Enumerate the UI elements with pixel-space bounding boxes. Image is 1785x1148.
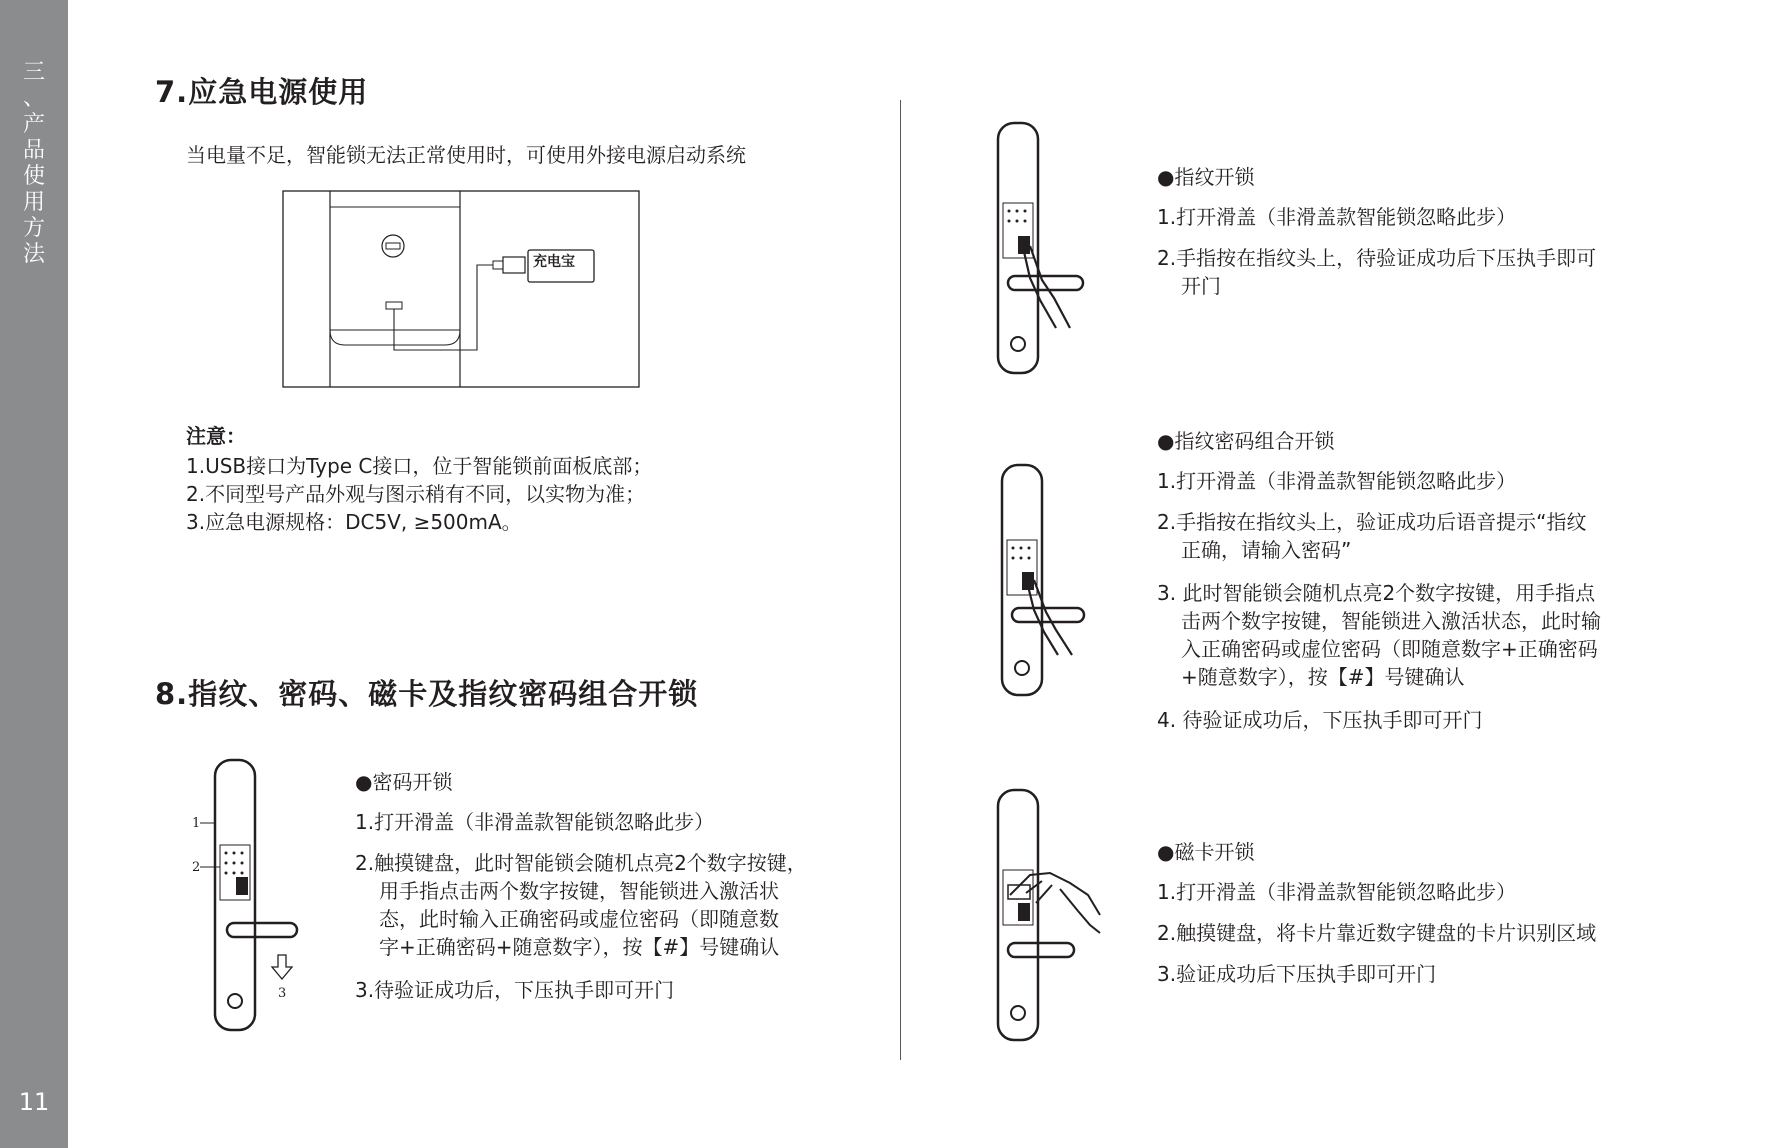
sidebar (0, 0, 68, 1148)
card-step: 3.验证成功后下压执手即可开门 (1157, 962, 1437, 986)
callout-3: 3 (278, 986, 287, 1001)
callout-2: 2 (192, 860, 201, 875)
password-step: 1.打开滑盖（非滑盖款智能锁忽略此步） (355, 810, 715, 834)
callout-labels (192, 755, 312, 1035)
card-step: 1.打开滑盖（非滑盖款智能锁忽略此步） (1157, 880, 1517, 904)
password-step: 字+正确密码+随意数字），按【#】号键确认 (379, 935, 780, 959)
note-title: 注意： (186, 424, 246, 448)
section7-title: 7.应急电源使用 (155, 75, 369, 109)
combo-step: 1.打开滑盖（非滑盖款智能锁忽略此步） (1157, 469, 1517, 493)
password-step: 2.触摸键盘，此时智能锁会随机点亮2个数字按键， (355, 851, 807, 875)
password-heading: ●密码开锁 (355, 770, 453, 794)
password-step: 3.待验证成功后，下压执手即可开门 (355, 978, 675, 1002)
chapter-char: 方 (22, 216, 45, 241)
chapter-char: 法 (22, 242, 45, 267)
note-item: 3.应急电源规格：DC5V, ≥500mA。 (186, 510, 522, 534)
password-step: 用手指点击两个数字按键，智能锁进入激活状 (379, 879, 779, 903)
combo-heading: ●指纹密码组合开锁 (1157, 429, 1335, 453)
combo-step: 2.手指按在指纹头上，验证成功后语音提示“指纹 (1157, 510, 1587, 534)
fingerprint-step: 开门 (1181, 274, 1221, 298)
page-number: 11 (18, 1088, 50, 1116)
note-item: 1.USB接口为Type C接口，位于智能锁前面板底部； (186, 454, 653, 478)
combo-step: 击两个数字按键，智能锁进入激活状态，此时输 (1181, 609, 1601, 633)
password-step: 态，此时输入正确密码或虚位密码（即随意数 (379, 907, 779, 931)
chapter-char: 产 (22, 112, 45, 137)
fingerprint-heading: ●指纹开锁 (1157, 165, 1255, 189)
card-heading: ●磁卡开锁 (1157, 840, 1255, 864)
note-item: 2.不同型号产品外观与图示稍有不同，以实物为准； (186, 482, 646, 506)
chapter-char: 使 (22, 164, 45, 189)
chapter-char: 品 (22, 138, 45, 163)
fingerprint-lock-diagram (990, 118, 1100, 378)
combo-step: 3. 此时智能锁会随机点亮2个数字按键，用手指点 (1157, 581, 1596, 605)
power-bank-label: 充电宝 (533, 254, 575, 270)
combo-step: 正确，请输入密码” (1181, 538, 1352, 562)
combo-step: 入正确密码或虚位密码（即随意数字+正确密码 (1181, 637, 1598, 661)
fingerprint-step: 1.打开滑盖（非滑盖款智能锁忽略此步） (1157, 205, 1517, 229)
emergency-power-diagram (280, 190, 645, 390)
combo-lock-diagram (994, 460, 1104, 700)
card-step: 2.触摸键盘，将卡片靠近数字键盘的卡片识别区域 (1157, 921, 1597, 945)
chapter-char: 、 (22, 86, 45, 111)
combo-step: 4. 待验证成功后，下压执手即可开门 (1157, 708, 1483, 732)
chapter-char: 用 (22, 190, 45, 215)
section8-title: 8.指纹、密码、磁卡及指纹密码组合开锁 (155, 677, 699, 711)
combo-step: +随意数字），按【#】号键确认 (1181, 665, 1465, 689)
card-lock-diagram (990, 785, 1130, 1045)
chapter-char: 三 (22, 60, 45, 85)
fingerprint-step: 2.手指按在指纹头上，待验证成功后下压执手即可 (1157, 246, 1597, 270)
callout-1: 1 (192, 816, 201, 831)
section7-intro: 当电量不足，智能锁无法正常使用时，可使用外接电源启动系统 (186, 143, 746, 167)
chapter-title (21, 60, 47, 268)
column-divider (900, 100, 901, 1060)
